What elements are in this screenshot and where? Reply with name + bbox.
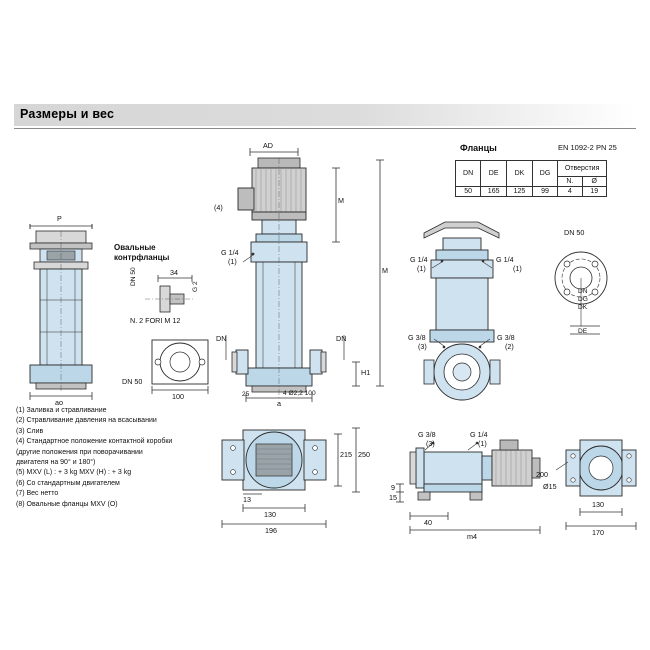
bc-dim-9: 9 (391, 483, 395, 492)
note-item: (8) Овальные фланцы MXV (O) (16, 500, 118, 508)
right-dk-label: DK (578, 304, 588, 311)
right-note-1-left: (1) (417, 264, 426, 273)
bc-dim-200: 200 (536, 470, 548, 479)
col-n: N. (558, 177, 582, 187)
bc-dim-40: 40 (424, 518, 432, 527)
note-item: (4) Стандартное положение контактной коробки (16, 438, 173, 446)
bc-note-3: (3) (426, 439, 435, 448)
bl-dim-250: 250 (358, 450, 370, 459)
cell-de: 165 (481, 187, 507, 197)
oval-dim-34: 34 (170, 268, 178, 277)
center-dn-right: DN (336, 334, 347, 343)
note-item: (другие положения при поворачивании (16, 448, 143, 456)
bl-dim-215: 215 (340, 450, 352, 459)
col-diameter: Ø (582, 177, 606, 187)
note-item: (2) Стравливание давления на всасывании (16, 417, 157, 425)
col-dk: DK (507, 161, 533, 187)
cell-dn: 50 (456, 187, 481, 197)
bl-dim-13: 13 (243, 495, 251, 504)
right-de-label: DE (578, 328, 588, 335)
center-dn-left: DN (216, 334, 227, 343)
center-dim-a: a (277, 399, 281, 408)
col-dn: DN (456, 161, 481, 187)
cell-dk: 125 (507, 187, 533, 197)
right-dn50-label: DN 50 (564, 228, 585, 237)
oval-g-label: G 2 (192, 281, 199, 292)
center-dim-h1: H1 (361, 368, 371, 377)
center-dim-m-right: M (338, 196, 344, 205)
right-note-3: (3) (418, 342, 427, 351)
oval-flange-label-1: Овальные (114, 243, 156, 252)
bc-dim-m4: m4 (467, 532, 477, 541)
center-hole-note: 4 Ø2,2 100 (283, 390, 316, 397)
bl-dim-196: 196 (265, 526, 277, 535)
right-note-1-right: (1) (513, 264, 522, 273)
left-dim-p: P (57, 214, 62, 223)
oval-dn-label: DN 50 (130, 267, 137, 286)
right-g38-right: G 3/8 (497, 333, 515, 342)
br-dim-15: Ø15 (543, 482, 557, 491)
col-de: DE (481, 161, 507, 187)
center-dim-ad: AD (263, 141, 273, 150)
note-item: (3) Слив (16, 427, 44, 435)
cell-n: 4 (558, 187, 582, 197)
bc-note-1: (1) (478, 439, 487, 448)
right-note-2: (2) (505, 342, 514, 351)
cell-dg: 99 (532, 187, 557, 197)
bc-g14: G 1/4 (470, 430, 488, 439)
left-dim-ao: ao (55, 398, 63, 407)
bc-g38: G 3/8 (418, 430, 436, 439)
br-dim-170: 170 (592, 528, 604, 537)
br-dim-130: 130 (592, 500, 604, 509)
col-holes: Отверстия (558, 161, 607, 177)
oval-flange-label-2: контрфланцы (114, 253, 170, 262)
cell-diameter: 19 (582, 187, 606, 197)
col-dg: DG (532, 161, 557, 187)
note-item: (7) Вес нетто (16, 490, 59, 498)
right-dg-label: DG (578, 296, 588, 303)
bl-dim-130: 130 (264, 510, 276, 519)
notes-list (16, 406, 172, 510)
right-g38-left: G 3/8 (408, 333, 426, 342)
bc-dim-15: 15 (389, 493, 397, 502)
right-g14-right: G 1/4 (496, 255, 514, 264)
note-item: двигателя на 90° и 180°) (16, 459, 96, 467)
flanges-standard: EN 1092-2 PN 25 (558, 143, 617, 152)
center-dim-25: 25 (242, 391, 250, 398)
page-title: Размеры и вес (20, 107, 115, 121)
center-dim-m: M (382, 266, 388, 275)
note-item: (5) MXV (L) : + 3 kg MXV (H) : + 3 kg (16, 469, 132, 477)
center-note-4: (4) (214, 203, 223, 212)
flanges-title: Фланцы (460, 143, 497, 153)
right-dn-label: DN (578, 288, 588, 295)
oval-dim-100: 100 (172, 392, 184, 401)
center-note-1: (1) (228, 257, 237, 266)
center-g14-label: G 1/4 (221, 248, 239, 257)
right-g14-left: G 1/4 (410, 255, 428, 264)
note-item: (1) Заливка и стравливание (16, 407, 107, 414)
oval-holes-label: N. 2 FORI M 12 (130, 316, 181, 325)
note-item: (6) Со стандартным двигателем (16, 479, 120, 487)
oval-dn-bottom: DN 50 (122, 377, 143, 386)
